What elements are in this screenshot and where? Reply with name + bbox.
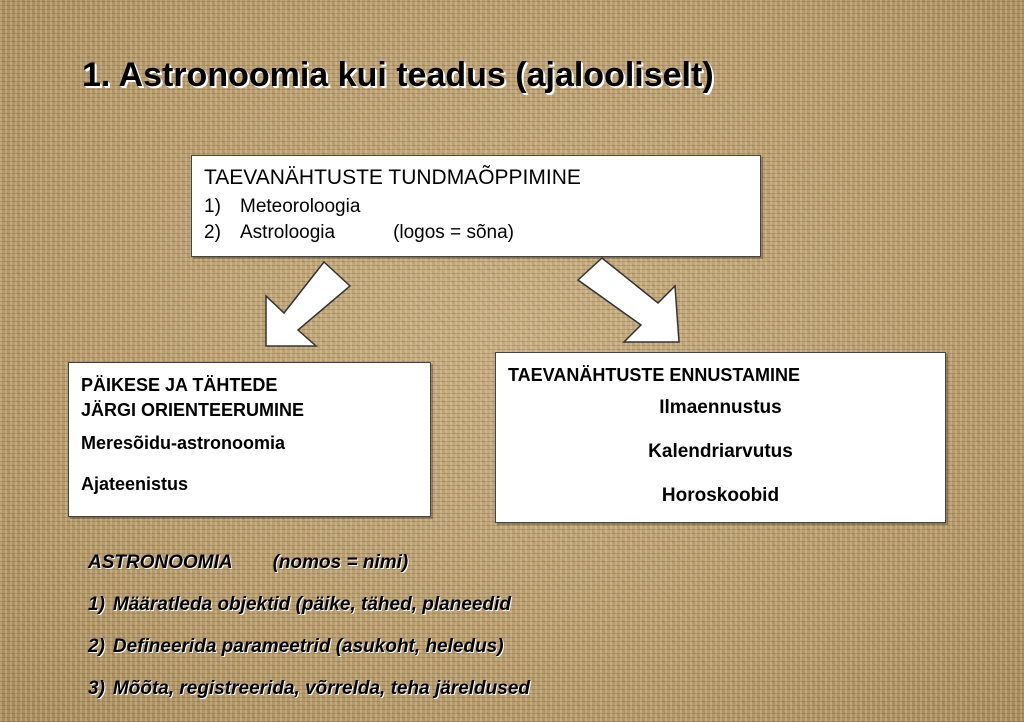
astronomy-heading: ASTRONOOMIA [88, 552, 233, 573]
top-box-item-2-text: Astroloogia [240, 222, 336, 243]
top-box-item-2-note: (logos = sõna) [393, 222, 514, 243]
list-item-num: 3) [88, 678, 105, 699]
astronomy-definition-list [88, 548, 530, 716]
astronomy-heading-note: (nomos = nimi) [272, 552, 409, 573]
list-item [88, 632, 530, 674]
list-item-num: 2) [88, 636, 105, 657]
right-box-line-1: Ilmaennustus [659, 397, 782, 418]
list-item-num: 1) [88, 594, 105, 615]
left-box-heading-line2: JÄRGI ORIENTEERUMINE [81, 400, 305, 420]
slide-title: 1. Astronoomia kui teadus (ajalooliselt) [82, 56, 714, 94]
list-item [88, 590, 530, 632]
left-box-orientation [68, 362, 431, 517]
arrow-right-down-icon [578, 258, 679, 342]
right-box-line-3: Horoskoobid [661, 485, 780, 506]
left-box-line-1: Meresõidu-astronoomia [81, 433, 286, 453]
right-box-line-2: Kalendriarvutus [648, 441, 793, 462]
top-box-item-1-text: Meteoroloogia [240, 196, 361, 217]
list-item-text: Määratleda objektid (päike, tähed, planeedid [112, 594, 511, 615]
astronomy-heading-row [88, 548, 530, 590]
list-item-text: Defineerida parameetrid (asukoht, heledus) [112, 636, 504, 657]
right-box-forecasting [495, 352, 946, 523]
top-box-item-1-num: 1) [204, 196, 221, 217]
top-box-heading: TAEVANÄHTUSTE TUNDMAÕPPIMINE [204, 166, 581, 189]
list-item-text: Mõõta, registreerida, võrrelda, teha järeldused [112, 678, 530, 699]
left-box-heading [81, 373, 418, 423]
left-box-line-2: Ajateenistus [81, 474, 189, 494]
top-box-item-2-num: 2) [204, 222, 221, 243]
right-box-heading: TAEVANÄHTUSTE ENNUSTAMINE [508, 365, 800, 385]
list-item [88, 674, 530, 716]
left-box-heading-line1: PÄIKESE JA TÄHTEDE [81, 375, 278, 395]
arrow-left-down-icon [266, 262, 350, 346]
